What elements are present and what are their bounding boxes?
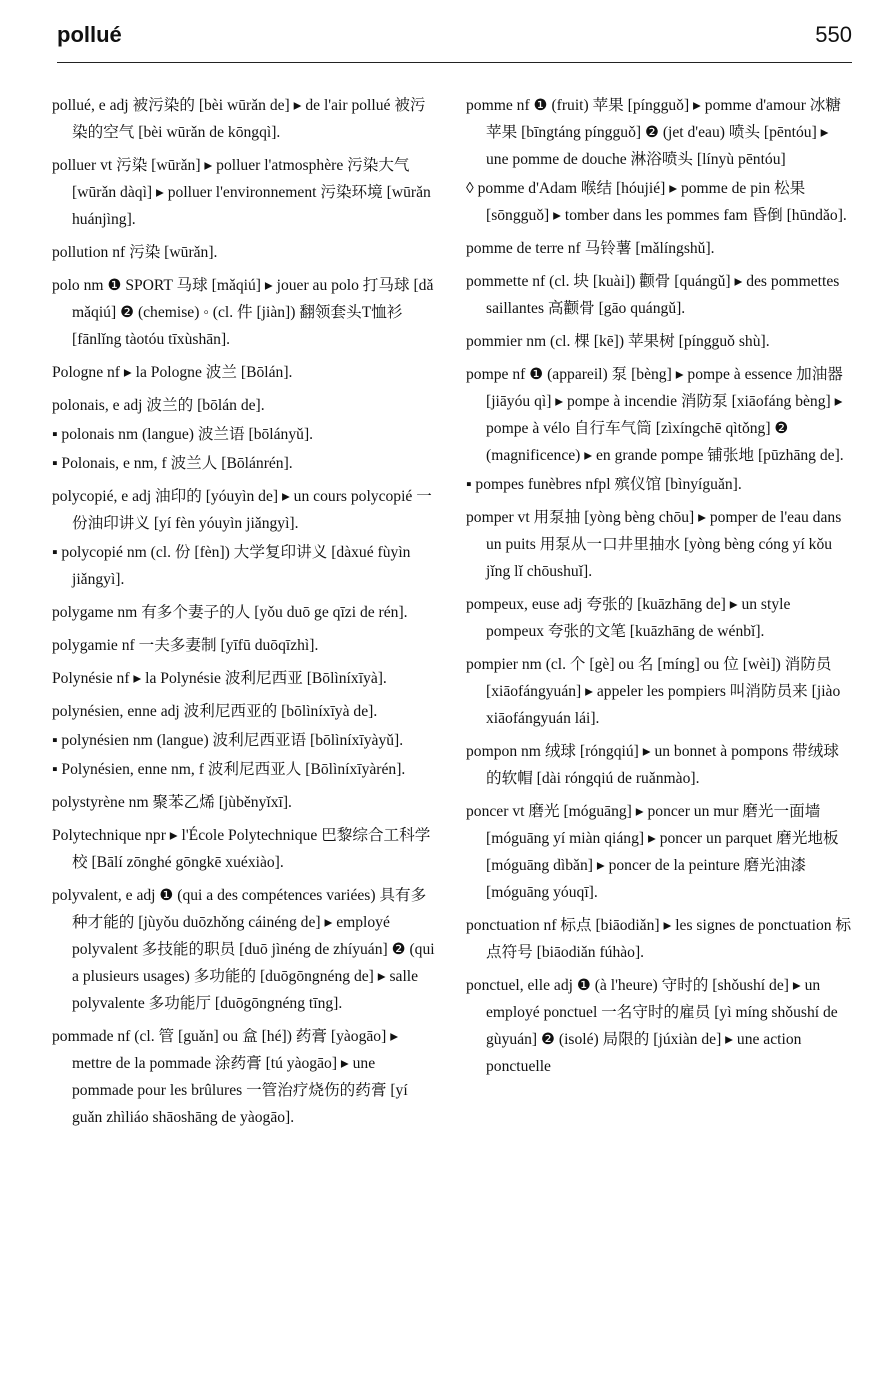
dictionary-entry: pompe nf ❶ (appareil) 泵 [bèng] ▸ pompe à essence 加油器 [jiāyóu qì] ▸ pompe à incendie 消防泵 [xiāofáng bèng] ▸ pompe à vélo 自行车气筒 [zìxíngchē qìtǒng] ❷ (magnificence) ▸ en grande pompe 铺张地 [pūzhāng de]. — [466, 366, 844, 464]
dictionary-entry: polycopié, e adj 油印的 [yóuyìn de] ▸ un cours polycopié 一份油印讲义 [yí fèn yóuyìn jiǎngyì]. — [52, 488, 432, 532]
dictionary-entry: polyvalent, e adj ❶ (qui a des compétences variées) 具有多种才能的 [jùyǒu duōzhǒng cáinéng de] ▸ employé polyvalent 多技能的职员 [duō jìnéng de zhíyuán] ❷ (qui a plusieurs usages) 多功能的 [duōgōngnéng de] ▸ salle polyvalente 多功能厅 [duōgōngnéng tīng]. — [52, 887, 435, 1012]
dictionary-entry: polluer vt 污染 [wūrǎn] ▸ polluer l'atmosphère 污染大气 [wūrǎn dàqì] ▸ polluer l'environnement 污染环境 [wūrǎn huánjìng]. — [52, 157, 431, 228]
dictionary-entry: polonais, e adj 波兰的 [bōlán de]. — [52, 397, 265, 414]
dictionary-entry: pomper vt 用泵抽 [yòng bèng chōu] ▸ pomper de l'eau dans un puits 用泵从一口井里抽水 [yòng bèng cóng yí kǒu jǐng lǐ chōushuǐ]. — [466, 509, 842, 580]
dictionary-entry: polo nm ❶ SPORT 马球 [mǎqiú] ▸ jouer au polo 打马球 [dǎ mǎqiú] ❷ (chemise) ◦ (cl. 件 [jiàn]) 翻领套头T恤衫 [fānlǐng tàotóu tīxùshān]. — [52, 277, 434, 348]
dictionary-entry: Polynésie nf ▸ la Polynésie 波利尼西亚 [Bōlìníxīyà]. — [52, 670, 387, 687]
dictionary-entry: poncer vt 磨光 [móguāng] ▸ poncer un mur 磨光一面墙 [móguāng yí miàn qiáng] ▸ poncer un parquet 磨光地板 [móguāng dìbǎn] ▸ poncer de la peinture 磨光油漆 [móguāng yóuqī]. — [466, 803, 839, 901]
dictionary-subentry: ▪ polonais nm (langue) 波兰语 [bōlányǔ]. — [52, 426, 314, 443]
dictionary-entry: polygamie nf 一夫多妻制 [yīfū duōqīzhì]. — [52, 637, 319, 654]
dictionary-entry: pomme nf ❶ (fruit) 苹果 [píngguǒ] ▸ pomme d'amour 冰糖苹果 [bīngtáng píngguǒ] ❷ (jet d'eau) 喷头 [pēntóu] ▸ une pomme de douche 淋浴喷头 [línyù pēntóu] — [466, 97, 841, 168]
dictionary-entry: pommette nf (cl. 块 [kuài]) 颧骨 [quángǔ] ▸ des pommettes saillantes 高颧骨 [gāo quángǔ]. — [466, 273, 840, 317]
dictionary-entry: pommier nm (cl. 棵 [kē]) 苹果树 [píngguǒ shù]. — [466, 333, 770, 350]
dictionary-entry: pomme de terre nf 马铃薯 [mǎlíngshǔ]. — [466, 240, 715, 257]
dictionary-entry: pommade nf (cl. 管 [guǎn] ou 盒 [hé]) 药膏 [yàogāo] ▸ mettre de la pommade 涂药膏 [tú yàogāo] ▸ une pommade pour les brûlures 一管治疗烧伤的药膏 [yí guǎn zhìliáo shāoshāng de yàogāo]. — [52, 1028, 408, 1126]
dictionary-entry: pompon nm 绒球 [róngqiú] ▸ un bonnet à pompons 带绒球的软帽 [dài róngqiú de ruǎnmào]. — [466, 743, 839, 787]
left-column — [52, 92, 438, 1137]
dictionary-entry: ponctuel, elle adj ❶ (à l'heure) 守时的 [shǒushí de] ▸ un employé ponctuel 一名守时的雇员 [yì míng shǒushí de gùyuán] ❷ (isolé) 局限的 [júxiàn de] ▸ une action ponctuelle — [466, 977, 838, 1075]
dictionary-entry: pompier nm (cl. 个 [gè] ou 名 [míng] ou 位 [wèi]) 消防员 [xiāofángyuán] ▸ appeler les pompiers 叫消防员来 [jiào xiāofángyuán lái]. — [466, 656, 841, 727]
dictionary-entry: pollué, e adj 被污染的 [bèi wūrǎn de] ▸ de l'air pollué 被污染的空气 [bèi wūrǎn de kōngqì]. — [52, 97, 426, 141]
dictionary-subentry: ▪ Polynésien, enne nm, f 波利尼西亚人 [Bōlìníxīyàrén]. — [52, 761, 406, 778]
dictionary-entry: pompeux, euse adj 夸张的 [kuāzhāng de] ▸ un style pompeux 夸张的文笔 [kuāzhāng de wénbǐ]. — [466, 596, 791, 640]
dictionary-idiom: ◊ pomme d'Adam 喉结 [hóujié] ▸ pomme de pin 松果 [sōngguǒ] ▸ tomber dans les pommes fam 昏倒 [hūndǎo]. — [466, 180, 847, 224]
dictionary-subentry: ▪ pompes funèbres nfpl 殡仪馆 [bìnyíguǎn]. — [466, 476, 742, 493]
right-column — [466, 92, 852, 1086]
page-number: 550 — [815, 22, 852, 47]
dictionary-entry: Polytechnique npr ▸ l'École Polytechnique 巴黎综合工科学校 [Bālí zōnghé gōngkē xuéxiào]. — [52, 827, 431, 871]
dictionary-entry: pollution nf 污染 [wūrǎn]. — [52, 244, 218, 261]
dictionary-subentry: ▪ Polonais, e nm, f 波兰人 [Bōlánrén]. — [52, 455, 293, 472]
running-headword: pollué — [57, 22, 122, 47]
page-header — [57, 20, 852, 63]
dictionary-entry: polynésien, enne adj 波利尼西亚的 [bōlìníxīyà de]. — [52, 703, 378, 720]
dictionary-entry: polystyrène nm 聚苯乙烯 [jùběnyǐxī]. — [52, 794, 292, 811]
dictionary-subentry: ▪ polycopié nm (cl. 份 [fèn]) 大学复印讲义 [dàxué fùyìn jiǎngyì]. — [52, 544, 411, 588]
dictionary-entry: Pologne nf ▸ la Pologne 波兰 [Bōlán]. — [52, 364, 293, 381]
dictionary-subentry: ▪ polynésien nm (langue) 波利尼西亚语 [bōlìníxīyàyǔ]. — [52, 732, 404, 749]
dictionary-entry: polygame nm 有多个妻子的人 [yǒu duō ge qīzi de rén]. — [52, 604, 408, 621]
dictionary-entry: ponctuation nf 标点 [biāodiǎn] ▸ les signes de ponctuation 标点符号 [biāodiǎn fúhào]. — [466, 917, 852, 961]
